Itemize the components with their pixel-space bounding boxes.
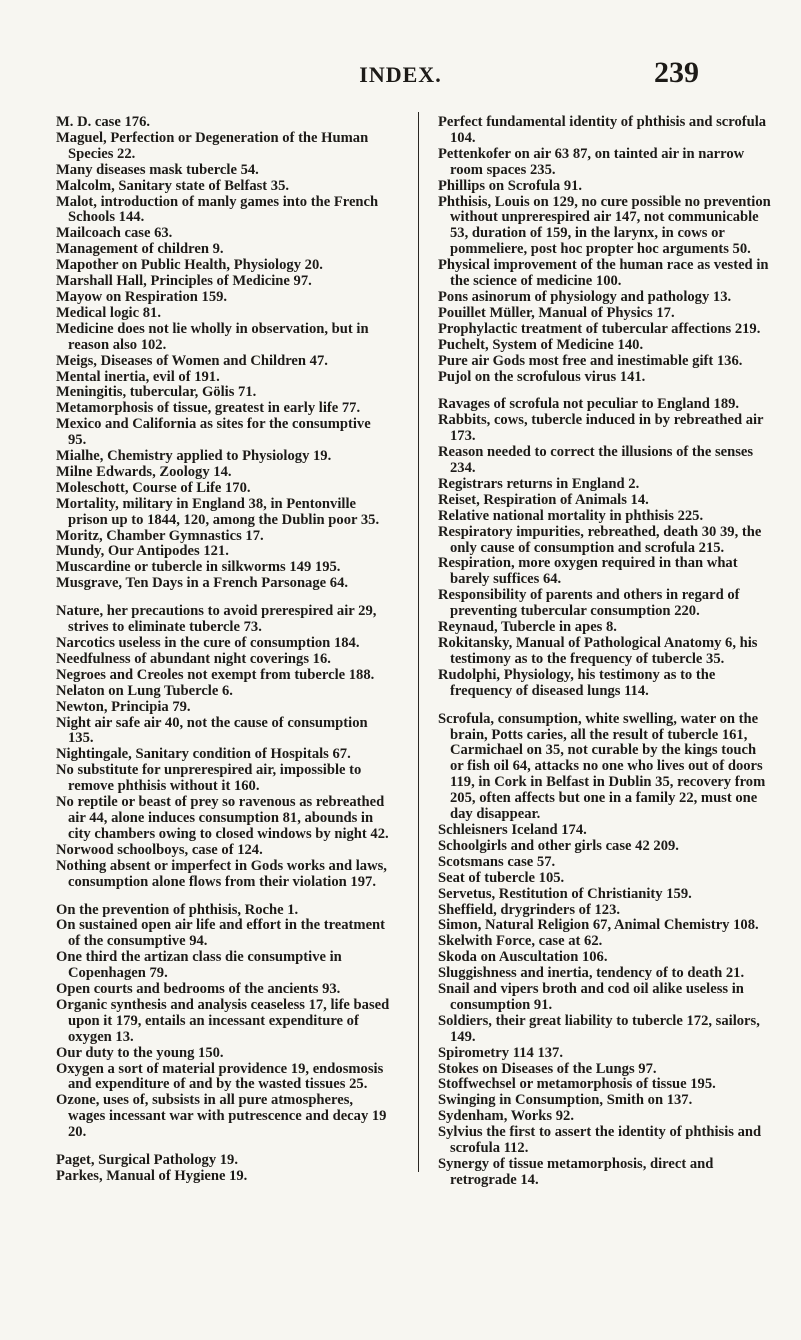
index-entry: Organic synthesis and analysis ceaseless 17, life based upon it 179, entails an incessant expenditure of oxygen 13. [56, 996, 390, 1045]
left-index-column [56, 115, 391, 1185]
index-entry: Phillips on Scrofula 91. [438, 177, 583, 194]
index-entry: Schleisners Iceland 174. [438, 821, 587, 838]
index-entry: Paget, Surgical Pathology 19. [56, 1152, 239, 1169]
index-entry: Needfulness of abundant night coverings 16. [56, 650, 331, 667]
index-entry: Medicine does not lie wholly in observation, but in reason also 102. [56, 320, 369, 353]
index-entry: Many diseases mask tubercle 54. [56, 161, 259, 178]
index-entry: Nelaton on Lung Tubercle 6. [56, 682, 233, 699]
index-entry: Mialhe, Chemistry applied to Physiology 19. [56, 448, 332, 465]
index-entry: Open courts and bedrooms of the ancients 93. [56, 981, 341, 998]
index-entry: Physical improvement of the human race as vested in the science of medicine 100. [438, 257, 769, 290]
index-entry: Malot, introduction of manly games into the French Schools 144. [56, 193, 379, 226]
index-entry: Schoolgirls and other girls case 42 209. [438, 837, 679, 854]
index-entry: Soldiers, their great liability to tubercle 172, sailors, 149. [438, 1012, 760, 1045]
index-entry: Malcolm, Sanitary state of Belfast 35. [56, 177, 290, 194]
index-entry: Mapother on Public Health, Physiology 20. [56, 257, 323, 274]
index-entry: Medical logic 81. [56, 304, 161, 321]
index-entry: Mexico and California as sites for the consumptive 95. [56, 416, 371, 449]
running-title: INDEX. [359, 62, 442, 87]
index-entry: Reason needed to correct the illusions of the senses 234. [438, 444, 754, 477]
index-entry: Perfect fundamental identity of phthisis and scrofula 104. [438, 114, 767, 146]
index-entry: Mailcoach case 63. [56, 225, 173, 242]
index-entry: Puchelt, System of Medicine 140. [438, 336, 644, 353]
index-entry: Milne Edwards, Zoology 14. [56, 463, 232, 480]
index-entry: Pure air Gods most free and inestimable gift 136. [438, 352, 743, 369]
index-entry: Nightingale, Sanitary condition of Hospitals 67. [56, 746, 351, 763]
index-entry: Skelwith Force, case at 62. [438, 933, 603, 950]
index-entry: Reynaud, Tubercle in apes 8. [438, 619, 617, 636]
index-entry: Stoffwechsel or metamorphosis of tissue 195. [438, 1076, 716, 1093]
index-entry: Pouillet Müller, Manual of Physics 17. [438, 304, 675, 321]
index-entry: One third the artizan class die consumptive in Copenhagen 79. [56, 949, 342, 982]
index-entry: Rudolphi, Physiology, his testimony as to the frequency of diseased lungs 114. [438, 666, 716, 699]
index-entry: Muscardine or tubercle in silkworms 149 195. [56, 559, 341, 576]
index-entry: Parkes, Manual of Hygiene 19. [56, 1168, 248, 1184]
index-entry: On the prevention of phthisis, Roche 1. [56, 901, 299, 918]
index-entry: Skoda on Auscultation 106. [438, 949, 608, 966]
index-entry: Meigs, Diseases of Women and Children 47. [56, 352, 328, 369]
index-entry: Phthisis, Louis on 129, no cure possible no prevention without unprerespired air 147, not communicable 53, duration of 159, in the larynx, in cows or pommeliere, post hoc propter hoc arguments 50. [438, 193, 771, 258]
index-entry: Scotsmans case 57. [438, 853, 556, 870]
index-entry: Rokitansky, Manual of Pathological Anatomy 6, his testimony as to the frequency of tubercle 35. [438, 635, 758, 667]
index-entry: Our duty to the young 150. [56, 1044, 224, 1061]
index-entry: Registrars returns in England 2. [438, 475, 640, 492]
index-entry: Relative national mortality in phthisis 225. [438, 507, 704, 524]
index-entry: Moleschott, Course of Life 170. [56, 479, 251, 496]
index-entry: Mental inertia, evil of 191. [56, 368, 220, 385]
index-entry: Mundy, Our Antipodes 121. [56, 543, 229, 560]
index-entry: Metamorphosis of tissue, greatest in early life 77. [56, 400, 361, 417]
index-entry: Marshall Hall, Principles of Medicine 97. [56, 273, 312, 290]
index-entry: Spirometry 114 137. [438, 1044, 563, 1061]
index-entry: Snail and vipers broth and cod oil alike useless in consumption 91. [438, 981, 744, 1013]
index-entry: Mayow on Respiration 159. [56, 288, 228, 305]
index-entry: Prophylactic treatment of tubercular affections 219. [438, 320, 761, 337]
index-entry: M. D. case 176. [56, 114, 151, 130]
index-entry: Sydenham, Works 92. [438, 1108, 574, 1125]
index-entry: Synergy of tissue metamorphosis, direct and retrograde 14. [438, 1156, 714, 1188]
index-entry: Ravages of scrofula not peculiar to England 189. [438, 396, 740, 413]
column-divider [418, 112, 419, 1172]
right-index-column [438, 115, 773, 1189]
index-entry: Scrofula, consumption, white swelling, water on the brain, Potts caries, all the result of tubercle 161, Carmichael on 35, not curable by the kings touch or fish oil 64, attacks no one who lives out of doors 119, in Cork in Belfast in Dublin 35, recovery from 205, often affects but one in a family 22, must one day disappear. [438, 710, 766, 823]
page-header [0, 56, 801, 96]
index-entry: Nature, her precautions to avoid prerespired air 29, strives to eliminate tubercle 73. [56, 603, 377, 636]
index-entry: Swinging in Consumption, Smith on 137. [438, 1092, 693, 1109]
index-entry: Norwood schoolboys, case of 124. [56, 841, 263, 858]
index-entry: Nothing absent or imperfect in Gods works and laws, consumption alone flows from their violation 197. [56, 857, 387, 890]
index-entry: Stokes on Diseases of the Lungs 97. [438, 1060, 657, 1077]
index-entry: Servetus, Restitution of Christianity 159. [438, 885, 692, 902]
index-entry: Management of children 9. [56, 241, 224, 258]
index-entry: Night air safe air 40, not the cause of consumption 135. [56, 714, 368, 747]
index-entry: Respiratory impurities, rebreathed, death 30 39, the only cause of consumption and scrofula 215. [438, 523, 762, 556]
index-entry: Seat of tubercle 105. [438, 869, 565, 886]
index-entry: Maguel, Perfection or Degeneration of the Human Species 22. [56, 129, 369, 162]
index-entry: Mortality, military in England 38, in Pentonville prison up to 1844, 120, among the Dublin poor 35. [56, 495, 380, 528]
index-entry: Responsibility of parents and others in regard of preventing tubercular consumption 220. [438, 587, 740, 620]
index-entry: Sluggishness and inertia, tendency of to death 21. [438, 965, 745, 982]
index-entry: Pons asinorum of physiology and pathology 13. [438, 288, 732, 305]
index-entry: Negroes and Creoles not exempt from tubercle 188. [56, 666, 375, 683]
index-entry: Respiration, more oxygen required in than what barely suffices 64. [438, 555, 738, 588]
index-entry: Simon, Natural Religion 67, Animal Chemistry 108. [438, 917, 759, 934]
index-entry: Rabbits, cows, tubercle induced in by rebreathed air 173. [438, 412, 764, 445]
index-entry: Meningitis, tubercular, Gölis 71. [56, 384, 257, 401]
index-entry: Pujol on the scrofulous virus 141. [438, 368, 646, 385]
index-entry: Sylvius the first to assert the identity of phthisis and scrofula 112. [438, 1124, 762, 1157]
index-entry: No reptile or beast of prey so ravenous as rebreathed air 44, alone induces consumption 81, abounds in city chambers owing to closed windows by night 42. [56, 794, 389, 842]
index-entry: Reiset, Respiration of Animals 14. [438, 491, 649, 508]
index-entry: Newton, Principia 79. [56, 698, 191, 715]
index-entry: Narcotics useless in the cure of consumption 184. [56, 635, 360, 651]
index-entry: Moritz, Chamber Gymnastics 17. [56, 527, 264, 544]
index-entry: Oxygen a sort of material providence 19, endosmosis and expenditure of and by the wasted tissues 25. [56, 1060, 384, 1093]
index-entry: No substitute for unprerespired air, impossible to remove phthisis without it 160. [56, 762, 362, 795]
index-entry: Pettenkofer on air 63 87, on tainted air in narrow room spaces 235. [438, 145, 745, 178]
index-entry: Musgrave, Ten Days in a French Parsonage 64. [56, 575, 349, 592]
index-entry: Ozone, uses of, subsists in all pure atmospheres, wages incessant war with putrescence and decay 19 20. [56, 1092, 387, 1141]
index-entry: Sheffield, drygrinders of 123. [438, 901, 621, 918]
page-number: 239 [654, 56, 699, 89]
index-entry: On sustained open air life and effort in the treatment of the consumptive 94. [56, 917, 386, 950]
